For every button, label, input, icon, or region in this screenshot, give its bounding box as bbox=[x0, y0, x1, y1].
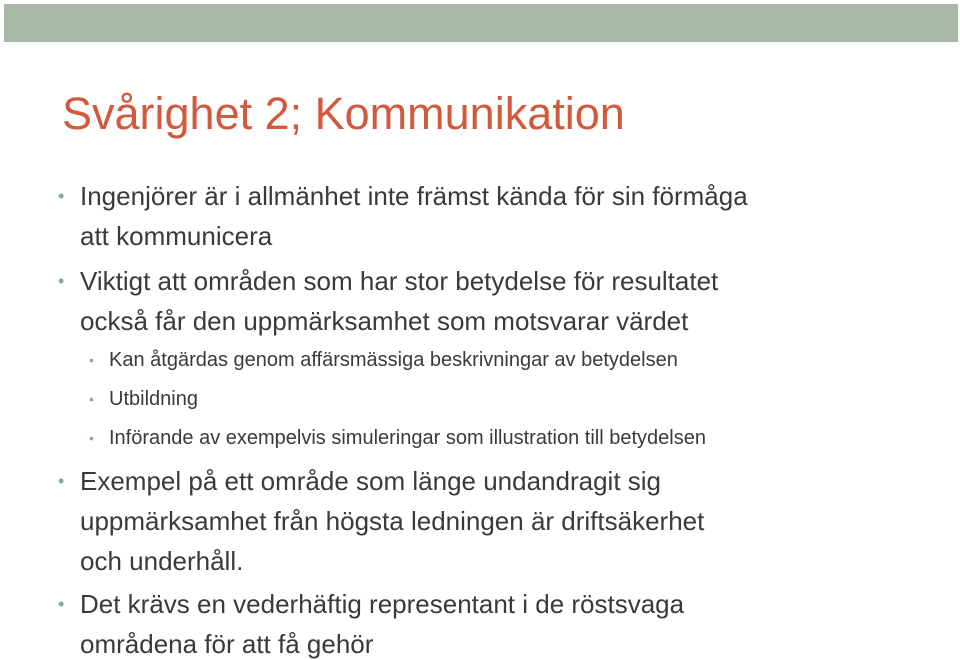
bullet-dot-icon: • bbox=[58, 271, 65, 291]
sub-bullet-item bbox=[89, 341, 678, 380]
bullet-line: Det krävs en vederhäftig representant i de röstsvaga bbox=[80, 589, 685, 619]
bullet-item bbox=[58, 461, 705, 581]
sub-bullet-dot-icon: • bbox=[89, 391, 94, 407]
bullet-line: Införande av exempelvis simuleringar som illustration till betydelsen bbox=[109, 427, 706, 449]
bullet-line: Ingenjörer är i allmänhet inte främst kända för sin förmåga bbox=[80, 181, 748, 211]
bullet-dot-icon: • bbox=[58, 471, 65, 491]
bullet-line: områdena för att få gehör bbox=[80, 629, 374, 659]
bullet-line: att kommunicera bbox=[80, 221, 273, 251]
bullet-line: Exempel på ett område som länge undandragit sig bbox=[80, 466, 662, 496]
bullet-line: uppmärksamhet från högsta ledningen är driftsäkerhet bbox=[80, 506, 705, 536]
bullet-dot-icon: • bbox=[58, 594, 65, 614]
bullet-line: och underhåll. bbox=[80, 546, 244, 576]
sub-bullet-dot-icon: • bbox=[89, 352, 94, 368]
bullet-line: Kan åtgärdas genom affärsmässiga beskrivningar av betydelsen bbox=[109, 349, 678, 371]
bullet-dot-icon: • bbox=[58, 186, 65, 206]
bullet-line: Viktigt att områden som har stor betydelse för resultatet bbox=[80, 266, 719, 296]
bullet-item bbox=[58, 261, 719, 341]
sub-bullet-dot-icon: • bbox=[89, 430, 94, 446]
bullet-line: Utbildning bbox=[109, 388, 198, 410]
bullet-line: också får den uppmärksamhet som motsvarar värdet bbox=[80, 306, 689, 336]
sub-bullet-item bbox=[89, 419, 706, 458]
bullet-item bbox=[58, 584, 685, 660]
sub-bullet-item bbox=[89, 380, 198, 419]
slide-title: Svårighet 2; Kommunikation bbox=[62, 88, 625, 139]
bullet-item bbox=[58, 176, 748, 256]
